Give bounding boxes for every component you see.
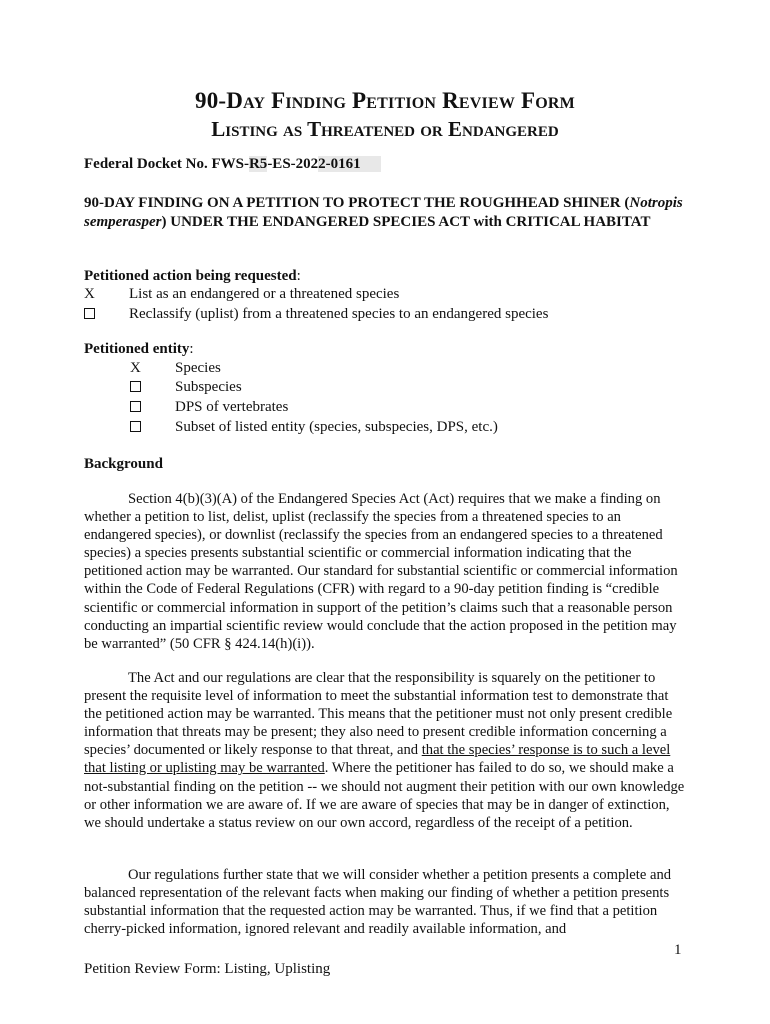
docket-highlight-region: R5 xyxy=(248,156,268,172)
entity-option-subset[interactable] xyxy=(130,418,498,437)
background-heading: Background xyxy=(84,456,163,472)
entity-option-subspecies[interactable] xyxy=(130,378,242,397)
page-footer: Petition Review Form: Listing, Uplisting xyxy=(84,961,331,977)
underlined-text: that the species’ response is to such a level that listing or uplisting may be warranted xyxy=(84,742,671,777)
entity-heading xyxy=(84,340,684,359)
paragraph-text: The Act and our regulations are clear that the responsibility is squarely on the petitioner to present the requisite level of information to meet the substantial information test to demonstrate that the petitioned action may be warranted. This means that the petitioner must not only present credible information that threats may be present; they also need to present credible information concerning a species’ documented or likely response to that threat, and xyxy=(84,670,673,759)
entity-option-label: Species xyxy=(175,360,221,376)
docket-middle: -ES-202 xyxy=(267,156,319,172)
checkbox-empty-icon xyxy=(130,381,141,392)
finding-heading xyxy=(84,194,684,232)
checkbox-checked: X xyxy=(130,360,141,376)
docket-prefix: Federal Docket No. FWS- xyxy=(84,156,249,172)
paragraph-text: Our regulations further state that we will consider whether a petition presents a complete and balanced representation of the relevant facts when making our finding of whether a petition presents substantial information that the requested action may be warranted. Thus, if we find that a petition cherry-picked information, ignored relevant and readily available information, and xyxy=(84,867,672,938)
finding-heading-part1: 90-DAY FINDING ON A PETITION TO PROTECT THE ROUGHHEAD SHINER ( xyxy=(84,195,630,211)
checkbox-empty-icon xyxy=(84,308,95,319)
page-number: 1 xyxy=(674,942,682,958)
action-option-list[interactable] xyxy=(84,285,400,304)
finding-heading-part2: ) UNDER THE ENDANGERED SPECIES ACT with CRITICAL HABITAT xyxy=(161,214,651,230)
checkbox-checked: X xyxy=(84,286,95,302)
entity-heading-label: Petitioned entity xyxy=(84,341,190,357)
action-heading-colon: : xyxy=(296,268,301,284)
background-paragraph-2 xyxy=(84,669,688,832)
action-option-label: Reclassify (uplist) from a threatened species to an endangered species xyxy=(129,306,549,322)
paragraph-text: Section 4(b)(3)(A) of the Endangered Species Act (Act) requires that we make a finding on whether a petition to list, delist, uplist (reclassify the species from a threatened species to an endangered species), or downlist (reclassify the species from an endangered species to a threatened species) a species presents substantial scientific or commercial information indicating that the petitioned action may be warranted. Our standard for substantial scientific or commercial information within the Code of Federal Regulations (CFR) with regard to a 90-day petition finding is “credible scientific or commercial information in support of the petition’s claims such that a reasonable person conducting an impartial scientific review would conclude that the action proposed in the petition may be warranted” (50 CFR § 424.14(h)(i)). xyxy=(84,491,678,652)
finding-heading-species: Notropis semperasper xyxy=(84,195,683,230)
form-title: 90-Day Finding Petition Review Form xyxy=(195,88,575,113)
paragraph-text: . Where the petitioner has failed to do so, we should make a not-substantial finding on the petition -- we should not augment their petition with our own knowledge or other information we are aware of. If we are aware of species that may be in danger of extinction, we should undertake a status review on our own accord, regardless of the receipt of a petition. xyxy=(84,760,685,831)
checkbox-empty-icon xyxy=(130,421,141,432)
entity-option-species[interactable] xyxy=(130,359,221,378)
entity-option-label: Subset of listed entity (species, subspecies, DPS, etc.) xyxy=(175,419,498,435)
checkbox-empty-icon xyxy=(130,401,141,412)
entity-option-label: DPS of vertebrates xyxy=(175,399,289,415)
background-paragraph-3 xyxy=(84,866,688,938)
entity-option-dps[interactable] xyxy=(130,398,289,417)
action-heading-label: Petitioned action being requested xyxy=(84,268,297,284)
form-subtitle: Listing as Threatened or Endangered xyxy=(211,117,559,141)
action-option-label: List as an endangered or a threatened species xyxy=(129,286,400,302)
entity-option-label: Subspecies xyxy=(175,379,242,395)
docket-number xyxy=(84,156,381,173)
entity-heading-colon: : xyxy=(189,341,194,357)
action-heading xyxy=(84,267,684,286)
docket-highlight-number: 2-0161 xyxy=(318,156,381,172)
background-paragraph-1 xyxy=(84,490,688,653)
action-option-reclassify[interactable] xyxy=(84,305,549,324)
